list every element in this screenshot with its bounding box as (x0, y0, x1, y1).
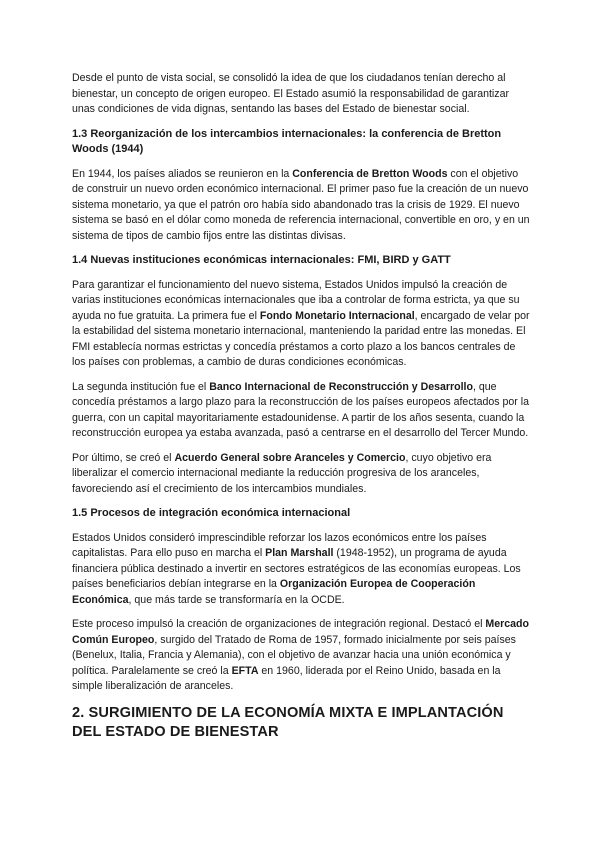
bold-term: Plan Marshall (265, 547, 334, 559)
paragraph-intro: Desde el punto de vista social, se consolidó la idea de que los ciudadanos tenían derecho al bienestar, un concepto de origen europeo. El Estado asumió la responsabilidad de garantizar unas condiciones de vida dignas, sentando las bases del Estado de bienestar social. (72, 72, 509, 115)
bold-term: Mercado Común Europeo (72, 618, 529, 646)
paragraph-1-4c: Por último, se creó el Acuerdo General sobre Aranceles y Comercio, cuyo objetivo era liberalizar el comercio internacional mediante la reducción progresiva de los aranceles, favoreciendo así el crecimiento de los intercambios mundiales. (72, 451, 492, 495)
heading-1-5: 1.5 Procesos de integración económica internacional (72, 507, 351, 519)
paragraph-1-3: En 1944, los países aliados se reunieron en la Conferencia de Bretton Woods con el objetivo de construir un nuevo orden económico internacional. El primer paso fue la creación de un nuevo sistema monetario, ya que el patrón oro había sido abandonado tras la crisis de 1929. El nuevo sistema se basó en el dólar como moneda de referencia internacional, convertible en oro, y en un sistema de tipos de cambio fijos entre las distintas divisas. (72, 167, 530, 242)
heading-1-4: 1.4 Nuevas instituciones económicas internacionales: FMI, BIRD y GATT (72, 254, 451, 266)
paragraph-1-4a: Para garantizar el funcionamiento del nuevo sistema, Estados Unidos impulsó la creación de varias instituciones económicas internacionales que iba a controlar de forma estricta, ya que su ayuda no fue gratuita. La primera fue el Fondo Monetario Internacional, encargado de velar por la estabilidad del sistema monetario internacional, manteniendo la paridad entre las monedas. El FMI establecía normas estrictas y concedía préstamos a corto plazo a los bancos centrales de los países con problemas, a cambio de duras condiciones económicas. (72, 278, 530, 368)
bold-term: EFTA (231, 664, 259, 677)
bold-term: Acuerdo General sobre Aranceles y Comercio (174, 451, 406, 464)
heading-2: 2. SURGIMIENTO DE LA ECONOMÍA MIXTA E IMPLANTACIÓN DEL ESTADO DE BIENESTAR (72, 704, 504, 740)
paragraph-1-4b: La segunda institución fue el Banco Internacional de Reconstrucción y Desarrollo, que concedía préstamos a largo plazo para la reconstrucción de los países europeos afectados por la guerra, con un capital mayoritariamente estadounidense. A partir de los años sesenta, cuando la reconstrucción europea ya estaba avanzada, pasó a centrarse en el desarrollo del Tercer Mundo. (72, 380, 529, 439)
bold-term: Conferencia de Bretton Woods (292, 167, 448, 180)
heading-1-3: 1.3 Reorganización de los intercambios internacionales: la conferencia de Bretton Woods (1944) (72, 127, 502, 155)
bold-term: Organización Europea de Cooperación Económica (72, 578, 476, 606)
bold-term: Fondo Monetario Internacional (259, 309, 415, 322)
paragraph-1-5a: Estados Unidos consideró imprescindible reforzar los lazos económicos entre los países capitalistas. Para ello puso en marcha el Plan Marshall (1948-1952), un programa de ayuda financiera pública destinado a invertir en sectores estratégicos de las economías europeas. Los países beneficiarios debían integrarse en la Organización Europea de Cooperación Económica, que más tarde se transformaría en la OCDE. (72, 531, 521, 606)
paragraph-1-5b: Este proceso impulsó la creación de organizaciones de integración regional. Destacó el Mercado Común Europeo, surgido del Tratado de Roma de 1957, formado inicialmente por seis países (Benelux, Italia, Francia y Alemania), con el objetivo de avanzar hacia una unión económica y política. Paralelamente se creó la EFTA en 1960, liderada por el Reino Unido, basada en la simple liberalización de aranceles. (72, 618, 529, 692)
bold-term: Banco Internacional de Reconstrucción y Desarrollo (209, 380, 473, 393)
